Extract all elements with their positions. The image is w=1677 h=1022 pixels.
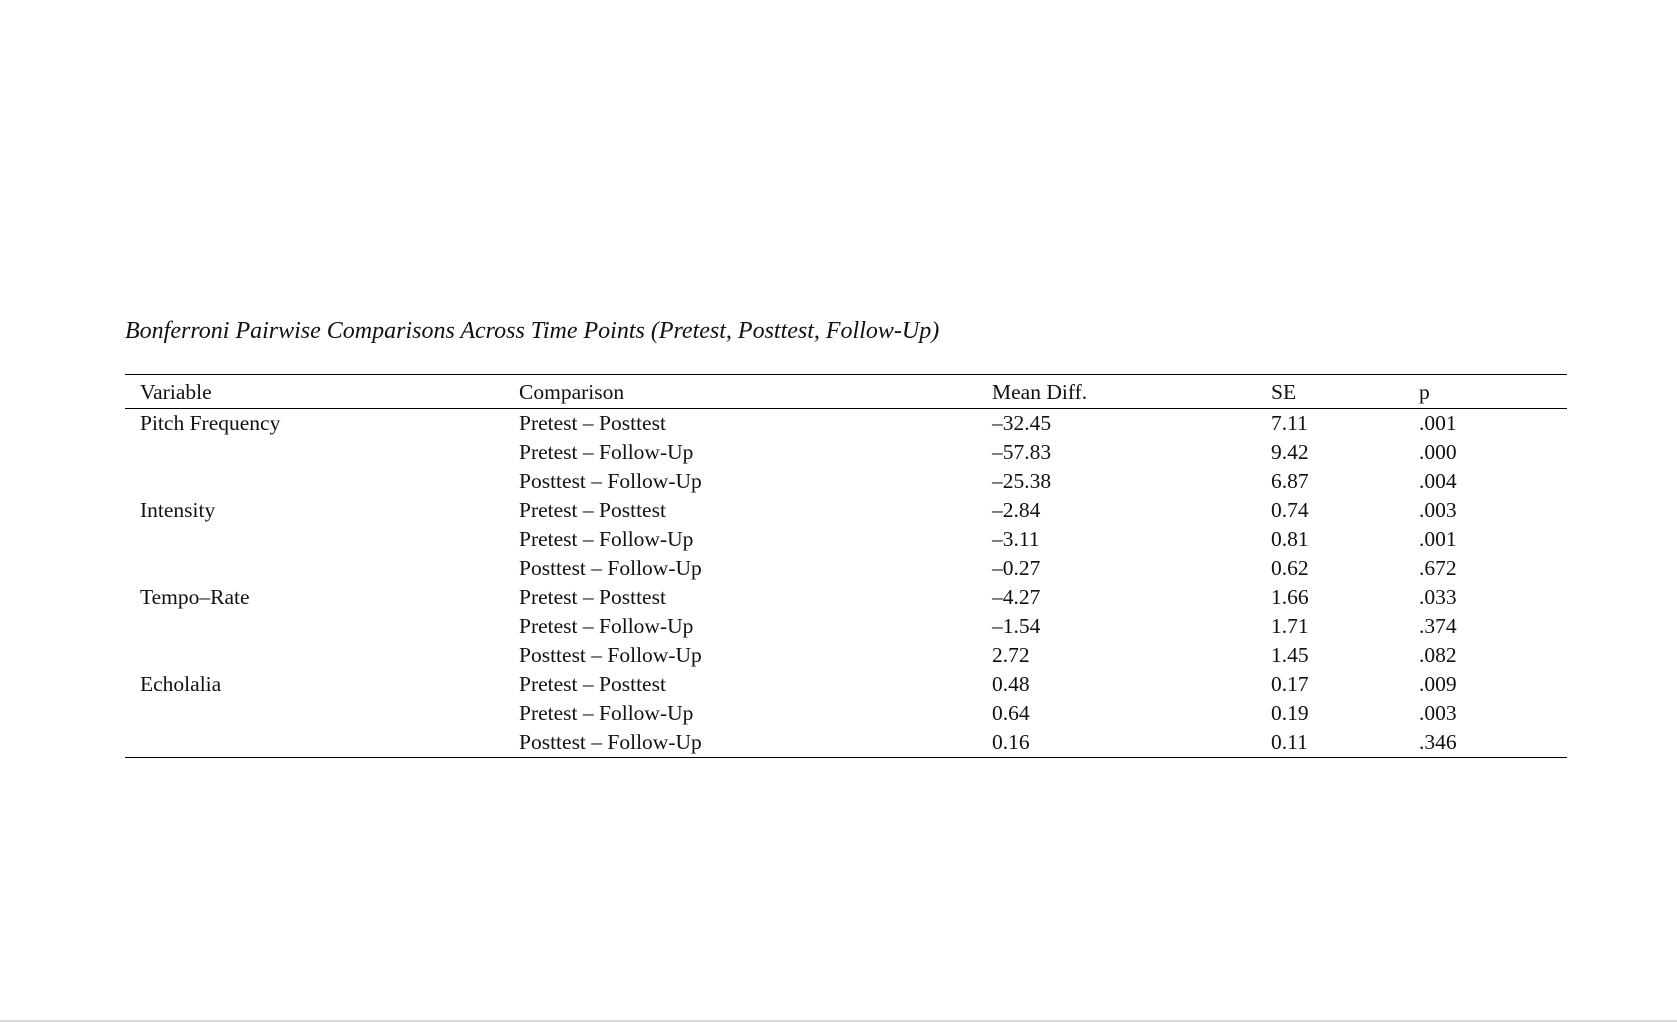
cell-comparison: Posttest – Follow-Up xyxy=(519,469,702,493)
cell-variable xyxy=(125,467,519,496)
table-row xyxy=(125,583,1567,612)
cell-variable xyxy=(125,612,519,641)
cell-se: 0.19 xyxy=(1271,701,1309,725)
header-se: SE xyxy=(1271,380,1297,404)
cell-variable: Tempo–Rate xyxy=(140,585,250,609)
cell-comparison: Pretest – Posttest xyxy=(519,585,666,609)
header-p: p xyxy=(1419,380,1430,404)
comparisons-table xyxy=(125,374,1567,758)
table-row xyxy=(125,641,1567,670)
cell-p: .004 xyxy=(1419,469,1457,493)
cell-mean-diff: –2.84 xyxy=(992,498,1041,522)
table-row xyxy=(125,409,1567,439)
cell-comparison: Pretest – Follow-Up xyxy=(519,701,694,725)
header-row xyxy=(125,375,1567,409)
cell-p: .374 xyxy=(1419,614,1457,638)
table-row xyxy=(125,554,1567,583)
cell-se: 6.87 xyxy=(1271,469,1309,493)
cell-variable: Echolalia xyxy=(140,672,222,696)
cell-variable xyxy=(125,699,519,728)
cell-p: .003 xyxy=(1419,701,1457,725)
cell-p: .346 xyxy=(1419,730,1457,754)
cell-comparison: Pretest – Posttest xyxy=(519,672,666,696)
cell-variable: Intensity xyxy=(140,498,216,522)
table-header xyxy=(125,375,1567,409)
table-row xyxy=(125,438,1567,467)
cell-p: .082 xyxy=(1419,643,1457,667)
cell-p: .000 xyxy=(1419,440,1457,464)
table-row xyxy=(125,496,1567,525)
cell-mean-diff: –1.54 xyxy=(992,614,1041,638)
cell-p: .001 xyxy=(1419,411,1457,435)
comparisons-table-container xyxy=(125,374,1552,758)
cell-p: .003 xyxy=(1419,498,1457,522)
cell-p: .672 xyxy=(1419,556,1457,580)
cell-se: 1.66 xyxy=(1271,585,1309,609)
cell-variable xyxy=(125,641,519,670)
cell-se: 0.11 xyxy=(1271,730,1308,754)
cell-mean-diff: 0.64 xyxy=(992,701,1030,725)
cell-mean-diff: –57.83 xyxy=(992,440,1052,464)
cell-comparison: Pretest – Posttest xyxy=(519,498,666,522)
table-row xyxy=(125,525,1567,554)
table-row xyxy=(125,612,1567,641)
table-body xyxy=(125,409,1567,758)
cell-variable xyxy=(125,525,519,554)
cell-comparison: Posttest – Follow-Up xyxy=(519,643,702,667)
cell-comparison: Pretest – Follow-Up xyxy=(519,440,694,464)
table-row xyxy=(125,467,1567,496)
header-variable: Variable xyxy=(140,380,212,404)
cell-mean-diff: 2.72 xyxy=(992,643,1030,667)
cell-p: .033 xyxy=(1419,585,1457,609)
header-comparison: Comparison xyxy=(519,380,625,404)
cell-p: .001 xyxy=(1419,527,1457,551)
cell-mean-diff: –0.27 xyxy=(992,556,1041,580)
cell-comparison: Pretest – Posttest xyxy=(519,411,666,435)
cell-variable xyxy=(125,438,519,467)
cell-p: .009 xyxy=(1419,672,1457,696)
table-row xyxy=(125,728,1567,758)
cell-se: 1.45 xyxy=(1271,643,1309,667)
cell-variable xyxy=(125,554,519,583)
cell-se: 9.42 xyxy=(1271,440,1309,464)
header-mean-diff: Mean Diff. xyxy=(992,380,1088,404)
cell-mean-diff: –32.45 xyxy=(992,411,1052,435)
cell-variable xyxy=(125,728,519,758)
cell-se: 0.62 xyxy=(1271,556,1309,580)
cell-mean-diff: 0.48 xyxy=(992,672,1030,696)
cell-mean-diff: –3.11 xyxy=(992,527,1040,551)
cell-comparison: Posttest – Follow-Up xyxy=(519,730,702,754)
table-row xyxy=(125,670,1567,699)
cell-mean-diff: –25.38 xyxy=(992,469,1052,493)
cell-se: 0.81 xyxy=(1271,527,1309,551)
cell-se: 0.17 xyxy=(1271,672,1309,696)
cell-comparison: Posttest – Follow-Up xyxy=(519,556,702,580)
cell-mean-diff: 0.16 xyxy=(992,730,1030,754)
table-row xyxy=(125,699,1567,728)
cell-comparison: Pretest – Follow-Up xyxy=(519,614,694,638)
cell-comparison: Pretest – Follow-Up xyxy=(519,527,694,551)
cell-se: 1.71 xyxy=(1271,614,1309,638)
cell-se: 0.74 xyxy=(1271,498,1309,522)
cell-mean-diff: –4.27 xyxy=(992,585,1041,609)
cell-variable: Pitch Frequency xyxy=(140,411,281,435)
cell-se: 7.11 xyxy=(1271,411,1308,435)
table-caption: Bonferroni Pairwise Comparisons Across Time Points (Pretest, Posttest, Follow-Up) xyxy=(125,318,940,344)
